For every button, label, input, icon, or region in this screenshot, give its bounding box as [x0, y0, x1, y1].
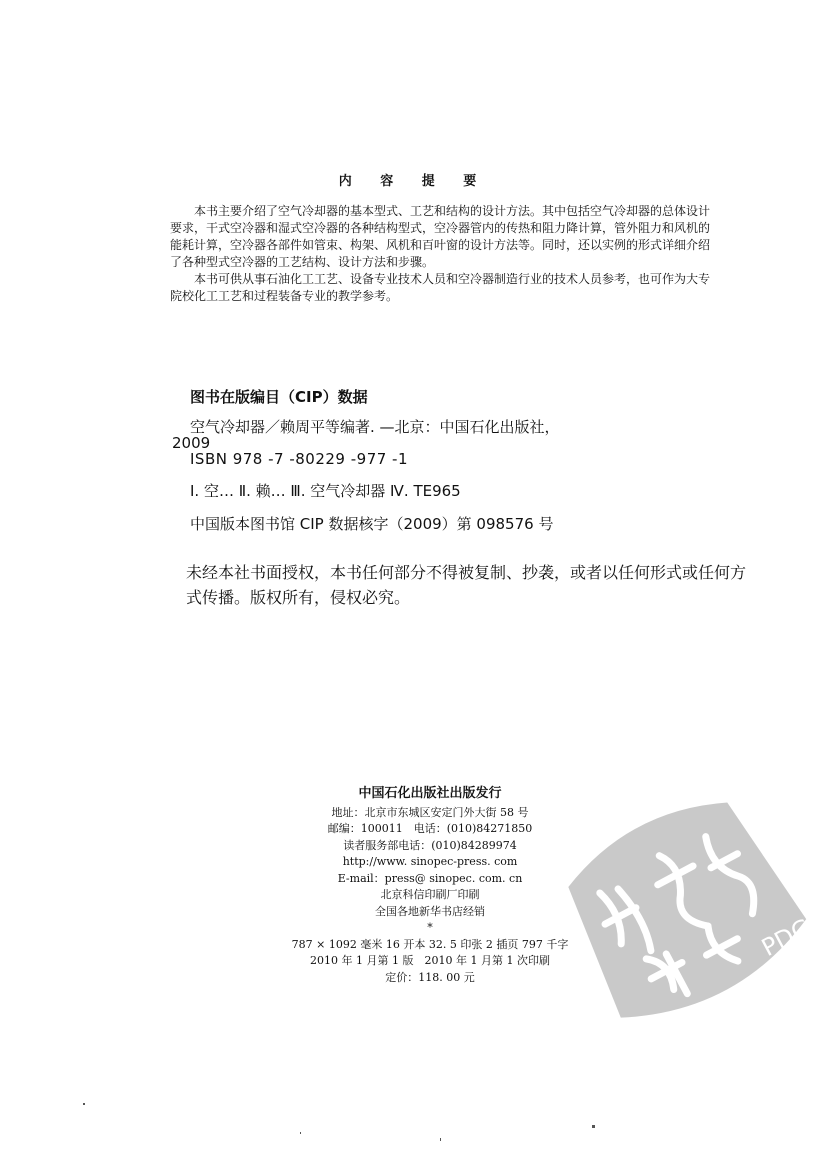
- cip-isbn: ISBN 978 -7 -80229 -977 -1: [190, 450, 409, 468]
- scan-speck: [83, 1103, 85, 1105]
- cip-classification: Ⅰ. 空… Ⅱ. 赖… Ⅲ. 空气冷却器 Ⅳ. TE965: [190, 482, 461, 500]
- scan-speck: [300, 1132, 301, 1134]
- scan-speck: [440, 1138, 441, 1141]
- cip-record-number: 中国版本图书馆 CIP 数据核字（2009）第 098576 号: [190, 515, 554, 533]
- book-format: 787 × 1092 毫米 16 开本 32. 5 印张 2 插页 797 千字: [291, 937, 569, 951]
- watermark-text: PDG: [757, 913, 816, 963]
- cip-year: 2009: [172, 434, 211, 452]
- copyright-notice: 未经本社书面授权，本书任何部分不得被复制、抄袭，或者以任何形式或任何方式传播。版权所有，侵权必究。: [186, 563, 747, 607]
- watermark-stamp-icon: [548, 776, 818, 1046]
- edition-info: 2010 年 1 月第 1 版 2010 年 1 月第 1 次印刷: [310, 954, 550, 967]
- summary-paragraph: 本书主要介绍了空气冷却器的基本型式、工艺和结构的设计方法。其中包括空气冷却器的总体设计要求，干式空冷器和湿式空冷器的各种结构型式，空冷器管内的传热和阻力降计算，管外阻力和风机的能耗计算，空冷器各部件如管束、构架、风机和百叶窗的设计方法等。同时，还以实例的形式详细介绍了各种型式空冷器的工艺结构、设计方法和步骤。: [170, 204, 711, 269]
- cip-title: 图书在版编目（CIP）数据: [190, 388, 368, 406]
- publisher-info: [290, 786, 570, 986]
- publisher-postal-phone: 邮编：100011 电话：(010)84271850: [327, 822, 533, 835]
- publisher-email: E-mail：press@ sinopec. com. cn: [337, 871, 523, 885]
- summary-heading: 内 容 提 要: [338, 174, 489, 189]
- summary-text: [170, 203, 715, 305]
- publisher-address: 地址：北京市东城区安定门外大街 58 号: [331, 805, 529, 819]
- publisher-name: 中国石化出版社出版发行: [358, 786, 502, 801]
- separator-star: *: [427, 921, 433, 934]
- cip-book-entry: 空气冷却器／赖周平等编著. —北京：中国石化出版社，: [190, 418, 560, 436]
- summary-paragraph: 本书可供从事石油化工工艺、设备专业技术人员和空冷器制造行业的技术人员参考，也可作为大专院校化工工艺和过程装备专业的教学参考。: [170, 272, 711, 303]
- distributor: 全国各地新华书店经销: [375, 904, 485, 918]
- scan-speck: [592, 1125, 595, 1128]
- publisher-website: http://www. sinopec-press. com: [342, 855, 518, 868]
- printer: 北京科信印刷厂印刷: [380, 888, 480, 901]
- price: 定价：118. 00 元: [385, 970, 475, 984]
- publisher-service-phone: 读者服务部电话：(010)84289974: [343, 838, 517, 852]
